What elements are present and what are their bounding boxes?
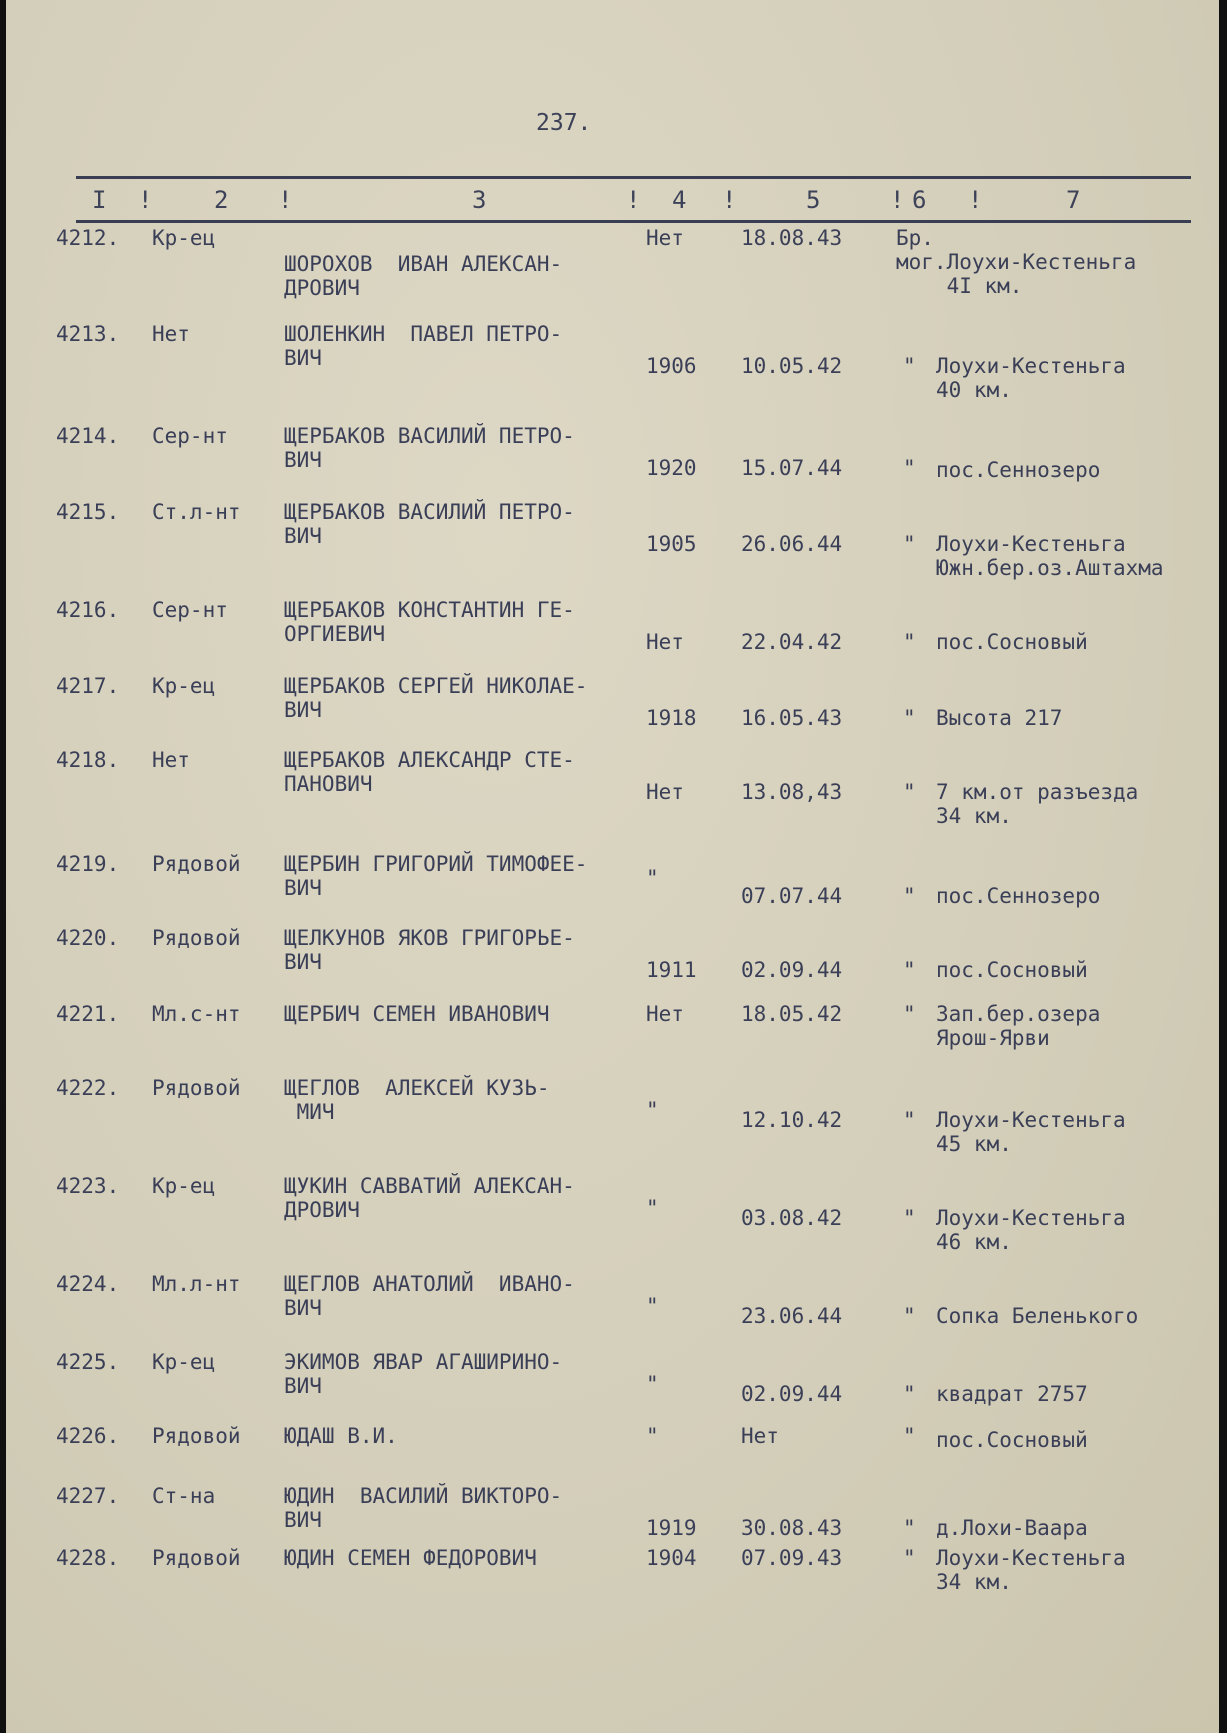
ditto-mark: " (903, 456, 916, 480)
death-date: 22.04.42 (741, 630, 843, 654)
ditto-mark: " (903, 780, 916, 804)
burial-place: Бр. мог.Лоухи-Кестеньга 4I км. (896, 226, 1137, 298)
rank: Сер-нт (152, 598, 228, 622)
birth-year: Нет (646, 1002, 684, 1026)
rank: Кр-ец (152, 1174, 216, 1198)
full-name: ЩЕЛКУНОВ ЯКОВ ГРИГОРЬЕ- ВИЧ (284, 926, 575, 974)
header-col-2: 2 (214, 186, 229, 214)
death-date: 02.09.44 (741, 958, 843, 982)
death-date: 18.05.42 (741, 1002, 843, 1026)
birth-year: 1911 (646, 958, 697, 982)
full-name: ЩЕГЛОВ АЛЕКСЕЙ КУЗЬ- МИЧ (284, 1076, 550, 1124)
rank: Сер-нт (152, 424, 228, 448)
record-row (6, 748, 1219, 828)
header-col-4: 4 (672, 186, 687, 214)
record-row (6, 424, 1219, 482)
rank: Ст-на (152, 1484, 216, 1508)
record-row (6, 1350, 1219, 1406)
full-name: ЩЕРБАКОВ КОНСТАНТИН ГЕ- ОРГИЕВИЧ (284, 598, 575, 646)
rank: Рядовой (152, 926, 241, 950)
header-col-1: I (92, 186, 107, 214)
record-row (6, 1484, 1219, 1540)
rank: Кр-ец (152, 1350, 216, 1374)
death-date: 12.10.42 (741, 1108, 843, 1132)
burial-place: Лоухи-Кестеньга Южн.бер.оз.Аштахма (936, 532, 1164, 580)
record-number: 4222. (56, 1076, 120, 1100)
page-number: 237. (536, 110, 592, 136)
ditto-mark: " (903, 1382, 916, 1406)
death-date: 16.05.43 (741, 706, 843, 730)
header-col-6: 6 (912, 186, 927, 214)
rank: Рядовой (152, 852, 241, 876)
full-name: ЩЕРБИН ГРИГОРИЙ ТИМОФЕЕ- ВИЧ (284, 852, 588, 900)
record-row (6, 926, 1219, 982)
full-name: ЩЕРБАКОВ ВАСИЛИЙ ПЕТРО- ВИЧ (284, 424, 575, 472)
death-date: 07.07.44 (741, 884, 843, 908)
record-row (6, 674, 1219, 730)
record-number: 4212. (56, 226, 120, 250)
full-name: ЮДИН СЕМЕН ФЕДОРОВИЧ (284, 1546, 537, 1570)
full-name: ЩЕРБАКОВ СЕРГЕЙ НИКОЛАЕ- ВИЧ (284, 674, 588, 722)
full-name: ЭКИМОВ ЯВАР АГАШИРИНО- ВИЧ (284, 1350, 563, 1398)
death-date: Нет (741, 1424, 779, 1448)
ditto-mark: " (903, 884, 916, 908)
birth-year: Нет (646, 226, 684, 250)
record-number: 4214. (56, 424, 120, 448)
birth-year: " (646, 1098, 659, 1122)
burial-place: Лоухи-Кестеньга 34 км. (936, 1546, 1126, 1594)
burial-place: пос.Сосновый (936, 958, 1088, 982)
record-number: 4228. (56, 1546, 120, 1570)
record-row (6, 852, 1219, 908)
record-number: 4220. (56, 926, 120, 950)
death-date: 02.09.44 (741, 1382, 843, 1406)
header-col-3: 3 (472, 186, 487, 214)
header-sep: ! (968, 186, 983, 214)
header-col-7: 7 (1066, 186, 1081, 214)
full-name: ЩУКИН САВВАТИЙ АЛЕКСАН- ДРОВИЧ (284, 1174, 575, 1222)
record-row (6, 1546, 1219, 1594)
birth-year: " (646, 1294, 659, 1318)
burial-place: пос.Сосновый (936, 630, 1088, 654)
burial-place: Зап.бер.озера Ярош-Ярви (936, 1002, 1101, 1050)
ditto-mark: " (903, 706, 916, 730)
death-date: 23.06.44 (741, 1304, 843, 1328)
full-name: ЮДИН ВАСИЛИЙ ВИКТОРО- ВИЧ (284, 1484, 563, 1532)
full-name: ЩЕГЛОВ АНАТОЛИЙ ИВАНО- ВИЧ (284, 1272, 575, 1320)
record-row (6, 322, 1219, 402)
header-sep: ! (138, 186, 153, 214)
birth-year: Нет (646, 630, 684, 654)
header-sep: ! (722, 186, 737, 214)
rank: Рядовой (152, 1076, 241, 1100)
ditto-mark: " (903, 1002, 916, 1026)
record-number: 4227. (56, 1484, 120, 1508)
record-number: 4219. (56, 852, 120, 876)
birth-year: Нет (646, 780, 684, 804)
rank: Ст.л-нт (152, 500, 241, 524)
header-sep: ! (890, 186, 905, 214)
birth-year: 1918 (646, 706, 697, 730)
rank: Кр-ец (152, 226, 216, 250)
burial-place: Лоухи-Кестеньга 40 км. (936, 354, 1126, 402)
birth-year: " (646, 866, 659, 890)
record-row (6, 1272, 1219, 1328)
record-number: 4218. (56, 748, 120, 772)
burial-place: Высота 217 (936, 706, 1063, 730)
rank: Нет (152, 748, 190, 772)
ditto-mark: " (903, 958, 916, 982)
burial-place: Сопка Беленького (936, 1304, 1139, 1328)
document-page (6, 0, 1219, 1733)
ditto-mark: " (903, 1108, 916, 1132)
ditto-mark: " (903, 1206, 916, 1230)
header-sep: ! (626, 186, 641, 214)
rank: Нет (152, 322, 190, 346)
full-name: ЩЕРБАКОВ АЛЕКСАНДР СТЕ- ПАНОВИЧ (284, 748, 575, 796)
birth-year: " (646, 1196, 659, 1220)
header-top-rule (76, 176, 1191, 179)
death-date: 30.08.43 (741, 1516, 843, 1540)
ditto-mark: " (903, 532, 916, 556)
birth-year: 1906 (646, 354, 697, 378)
record-row (6, 226, 1219, 300)
ditto-mark: " (903, 630, 916, 654)
death-date: 07.09.43 (741, 1546, 843, 1570)
record-row (6, 1076, 1219, 1156)
record-number: 4226. (56, 1424, 120, 1448)
record-number: 4215. (56, 500, 120, 524)
rank: Кр-ец (152, 674, 216, 698)
ditto-mark: " (903, 1516, 916, 1540)
birth-year: 1919 (646, 1516, 697, 1540)
rank: Рядовой (152, 1546, 241, 1570)
death-date: 03.08.42 (741, 1206, 843, 1230)
record-row (6, 1174, 1219, 1254)
header-sep: ! (278, 186, 293, 214)
ditto-mark: " (903, 1546, 916, 1570)
birth-year: " (646, 1424, 659, 1448)
header-col-5: 5 (806, 186, 821, 214)
record-row (6, 500, 1219, 580)
ditto-mark: " (903, 354, 916, 378)
birth-year: " (646, 1372, 659, 1396)
rank: Мл.с-нт (152, 1002, 241, 1026)
record-number: 4213. (56, 322, 120, 346)
ditto-mark: " (903, 1424, 916, 1448)
birth-year: 1905 (646, 532, 697, 556)
record-number: 4224. (56, 1272, 120, 1296)
burial-place: пос.Сеннозеро (936, 458, 1101, 482)
record-number: 4217. (56, 674, 120, 698)
full-name: ЮДАШ В.И. (284, 1424, 398, 1448)
record-row (6, 598, 1219, 654)
header-bottom-rule (76, 220, 1191, 223)
death-date: 18.08.43 (741, 226, 843, 250)
record-number: 4225. (56, 1350, 120, 1374)
full-name: ШОРОХОВ ИВАН АЛЕКСАН- ДРОВИЧ (284, 252, 563, 300)
ditto-mark: " (903, 1304, 916, 1328)
record-row (6, 1424, 1219, 1452)
rank: Рядовой (152, 1424, 241, 1448)
burial-place: пос.Сеннозеро (936, 884, 1101, 908)
full-name: ЩЕРБИЧ СЕМЕН ИВАНОВИЧ (284, 1002, 550, 1026)
burial-place: пос.Сосновый (936, 1428, 1088, 1452)
death-date: 13.08,43 (741, 780, 843, 804)
record-number: 4221. (56, 1002, 120, 1026)
burial-place: Лоухи-Кестеньга 45 км. (936, 1108, 1126, 1156)
record-number: 4216. (56, 598, 120, 622)
burial-place: Лоухи-Кестеньга 46 км. (936, 1206, 1126, 1254)
death-date: 15.07.44 (741, 456, 843, 480)
record-number: 4223. (56, 1174, 120, 1198)
burial-place: д.Лохи-Ваара (936, 1516, 1088, 1540)
burial-place: 7 км.от разъезда 34 км. (936, 780, 1139, 828)
birth-year: 1920 (646, 456, 697, 480)
rank: Мл.л-нт (152, 1272, 241, 1296)
record-row (6, 1002, 1219, 1050)
death-date: 26.06.44 (741, 532, 843, 556)
full-name: ШОЛЕНКИН ПАВЕЛ ПЕТРО- ВИЧ (284, 322, 563, 370)
birth-year: 1904 (646, 1546, 697, 1570)
full-name: ЩЕРБАКОВ ВАСИЛИЙ ПЕТРО- ВИЧ (284, 500, 575, 548)
death-date: 10.05.42 (741, 354, 843, 378)
burial-place: квадрат 2757 (936, 1382, 1088, 1406)
